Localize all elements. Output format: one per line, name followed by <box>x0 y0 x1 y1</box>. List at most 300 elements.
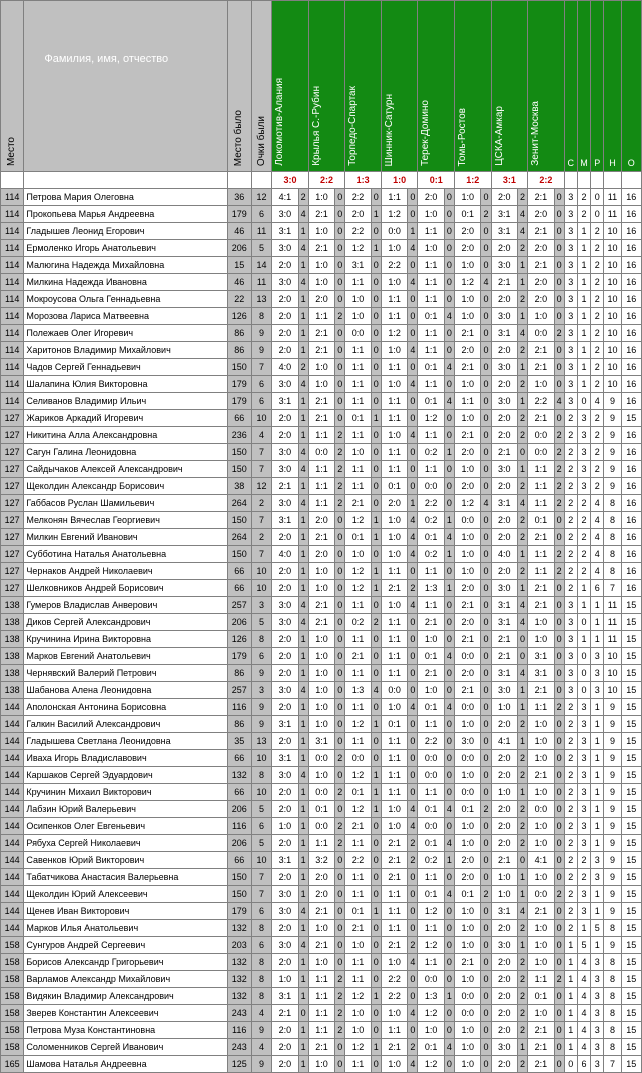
table-row <box>1 971 642 988</box>
cell-pts: 2 <box>517 954 527 971</box>
cell-stat-s: 1 <box>564 954 577 971</box>
cell-pts: 0 <box>371 886 381 903</box>
cell-forecast: 2:0 <box>272 410 298 427</box>
cell-forecast: 1:0 <box>381 529 407 546</box>
cell-place: 144 <box>1 784 24 801</box>
cell-forecast: 2:1 <box>345 920 371 937</box>
cell-pts: 0 <box>335 189 345 206</box>
cell-pts: 0 <box>408 767 418 784</box>
cell-pts: 4 <box>444 308 454 325</box>
cell-forecast: 2:0 <box>528 291 554 308</box>
cell-pts: 2 <box>517 291 527 308</box>
cell-stat-s: 1 <box>564 971 577 988</box>
cell-pts: 1 <box>298 818 308 835</box>
table-row <box>1 852 642 869</box>
cell-stat-s: 2 <box>564 835 577 852</box>
cell-forecast: 2:1 <box>528 597 554 614</box>
cell-pts: 2 <box>298 189 308 206</box>
cell-pts: 0 <box>408 308 418 325</box>
cell-place-was: 243 <box>227 1005 251 1022</box>
cell-stat-s: 2 <box>564 784 577 801</box>
cell-forecast: 1:1 <box>418 274 444 291</box>
cell-stat-m: 1 <box>577 359 590 376</box>
cell-name: Лабзин Юрий Валерьевич <box>24 801 227 818</box>
cell-points-were: 5 <box>251 614 271 631</box>
cell-stat-r: 1 <box>591 818 604 835</box>
cell-forecast: 2:1 <box>381 852 407 869</box>
cell-stat-o: 15 <box>621 767 641 784</box>
cell-stat-r: 6 <box>591 580 604 597</box>
cell-stat-r: 1 <box>591 886 604 903</box>
cell-forecast: 1:0 <box>455 903 481 920</box>
table-row <box>1 614 642 631</box>
cell-forecast: 1:0 <box>381 427 407 444</box>
cell-forecast: 1:1 <box>418 954 444 971</box>
cell-pts: 0 <box>481 410 491 427</box>
cell-place-was: 66 <box>227 784 251 801</box>
cell-name: Прокопьева Марья Андреевна <box>24 206 227 223</box>
cell-pts: 0 <box>444 291 454 308</box>
cell-pts: 0 <box>371 393 381 410</box>
cell-place: 144 <box>1 852 24 869</box>
cell-forecast: 2:1 <box>528 1056 554 1073</box>
cell-name: Мокроусова Ольга Геннадьевна <box>24 291 227 308</box>
cell-forecast: 2:0 <box>491 563 517 580</box>
cell-pts: 2 <box>335 1022 345 1039</box>
cell-pts: 0 <box>444 240 454 257</box>
cell-pts: 0 <box>335 852 345 869</box>
cell-stat-s: 2 <box>564 444 577 461</box>
cell-stat-r: 1 <box>591 937 604 954</box>
cell-pts: 0 <box>481 614 491 631</box>
cell-pts: 0 <box>444 257 454 274</box>
cell-name: Селиванов Владимир Ильич <box>24 393 227 410</box>
cell-stat-o: 16 <box>621 342 641 359</box>
cell-forecast: 2:1 <box>308 614 334 631</box>
cell-pts: 2 <box>517 529 527 546</box>
cell-stat-r: 3 <box>591 1005 604 1022</box>
cell-forecast: 2:1 <box>455 359 481 376</box>
cell-forecast: 2:0 <box>455 580 481 597</box>
cell-points-were: 9 <box>251 665 271 682</box>
cell-pts: 4 <box>444 699 454 716</box>
cell-points-were: 8 <box>251 971 271 988</box>
cell-pts: 1 <box>444 546 454 563</box>
cell-pts: 0 <box>408 206 418 223</box>
cell-stat-n: 10 <box>604 359 621 376</box>
cell-place-was: 116 <box>227 818 251 835</box>
header-row <box>1 1 642 172</box>
cell-pts: 0 <box>371 954 381 971</box>
cell-forecast: 1:0 <box>455 410 481 427</box>
cell-forecast: 1:2 <box>345 240 371 257</box>
cell-forecast: 2:0 <box>455 223 481 240</box>
cell-stat-m: 3 <box>577 733 590 750</box>
cell-stat-o: 15 <box>621 886 641 903</box>
cell-forecast: 1:0 <box>308 767 334 784</box>
cell-forecast: 1:1 <box>345 733 371 750</box>
cell-forecast: 0:0 <box>455 512 481 529</box>
cell-forecast: 1:0 <box>455 563 481 580</box>
cell-forecast: 2:0 <box>272 529 298 546</box>
cell-pts: 0 <box>554 852 564 869</box>
cell-forecast: 1:0 <box>308 631 334 648</box>
cell-forecast: 2:1 <box>528 580 554 597</box>
cell-name: Жариков Аркадий Игоревич <box>24 410 227 427</box>
cell-forecast: 1:0 <box>345 291 371 308</box>
table-row <box>1 597 642 614</box>
cell-pts: 0 <box>335 767 345 784</box>
cell-pts: 1 <box>298 988 308 1005</box>
cell-forecast: 1:1 <box>528 971 554 988</box>
cell-forecast: 1:2 <box>345 801 371 818</box>
cell-forecast: 1:0 <box>528 784 554 801</box>
cell-pts: 0 <box>444 478 454 495</box>
cell-stat-s: 3 <box>564 648 577 665</box>
cell-pts: 0 <box>408 716 418 733</box>
cell-pts: 2 <box>335 478 345 495</box>
cell-place: 158 <box>1 937 24 954</box>
cell-pts: 0 <box>408 478 418 495</box>
cell-points-were: 14 <box>251 257 271 274</box>
cell-stat-s: 2 <box>564 512 577 529</box>
cell-pts: 0 <box>554 240 564 257</box>
cell-stat-m: 3 <box>577 427 590 444</box>
cell-forecast: 2:1 <box>381 937 407 954</box>
cell-stat-n: 8 <box>604 563 621 580</box>
cell-pts: 0 <box>481 733 491 750</box>
cell-forecast: 2:2 <box>381 988 407 1005</box>
cell-forecast: 2:2 <box>418 495 444 512</box>
cell-forecast: 0:1 <box>418 801 444 818</box>
cell-pts: 0 <box>444 784 454 801</box>
cell-forecast: 2:0 <box>272 784 298 801</box>
cell-forecast: 1:1 <box>381 563 407 580</box>
cell-pts: 0 <box>481 478 491 495</box>
cell-pts: 2 <box>335 461 345 478</box>
cell-pts: 4 <box>517 614 527 631</box>
cell-stat-m: 1 <box>577 274 590 291</box>
cell-name: Шелковников Андрей Борисович <box>24 580 227 597</box>
cell-pts: 4 <box>481 495 491 512</box>
cell-forecast: 0:1 <box>418 835 444 852</box>
cell-forecast: 0:0 <box>418 971 444 988</box>
cell-pts: 0 <box>554 954 564 971</box>
cell-stat-o: 16 <box>621 274 641 291</box>
cell-place: 144 <box>1 733 24 750</box>
cell-place-was: 150 <box>227 869 251 886</box>
cell-forecast: 2:0 <box>491 410 517 427</box>
header-stat: О <box>621 1 641 172</box>
cell-place-was: 150 <box>227 359 251 376</box>
cell-pts: 1 <box>298 223 308 240</box>
cell-pts: 1 <box>298 665 308 682</box>
cell-forecast: 2:1 <box>455 631 481 648</box>
cell-place-was: 132 <box>227 767 251 784</box>
cell-place-was: 150 <box>227 546 251 563</box>
cell-points-were: 2 <box>251 495 271 512</box>
cell-forecast: 1:0 <box>308 257 334 274</box>
cell-stat-o: 16 <box>621 308 641 325</box>
cell-pts: 1 <box>298 716 308 733</box>
cell-place-was: 116 <box>227 699 251 716</box>
cell-forecast: 2:0 <box>272 342 298 359</box>
cell-pts: 1 <box>517 546 527 563</box>
cell-pts: 0 <box>554 903 564 920</box>
cell-place-was: 132 <box>227 920 251 937</box>
cell-forecast: 1:0 <box>381 376 407 393</box>
cell-pts: 4 <box>517 665 527 682</box>
cell-forecast: 3:0 <box>491 682 517 699</box>
cell-forecast: 0:0 <box>455 988 481 1005</box>
cell-pts: 1 <box>517 886 527 903</box>
cell-forecast: 1:3 <box>418 580 444 597</box>
cell-forecast: 1:1 <box>345 478 371 495</box>
cell-forecast: 0:1 <box>418 393 444 410</box>
cell-stat-o: 15 <box>621 1056 641 1073</box>
cell-stat-s: 0 <box>564 1056 577 1073</box>
cell-place-was: 257 <box>227 682 251 699</box>
cell-forecast: 1:1 <box>528 546 554 563</box>
cell-stat-r: 2 <box>591 461 604 478</box>
cell-forecast: 2:0 <box>455 444 481 461</box>
cell-forecast: 2:1 <box>381 1039 407 1056</box>
cell-forecast: 2:0 <box>491 971 517 988</box>
cell-stat-m: 3 <box>577 410 590 427</box>
cell-pts: 0 <box>444 920 454 937</box>
cell-pts: 0 <box>408 886 418 903</box>
cell-pts: 0 <box>371 852 381 869</box>
cell-stat-m: 0 <box>577 682 590 699</box>
cell-pts: 2 <box>517 410 527 427</box>
cell-forecast: 3:2 <box>308 852 334 869</box>
cell-points-were: 5 <box>251 835 271 852</box>
cell-pts: 1 <box>298 393 308 410</box>
cell-pts: 1 <box>517 274 527 291</box>
cell-forecast: 1:1 <box>381 767 407 784</box>
cell-pts: 1 <box>298 1056 308 1073</box>
cell-stat-r: 4 <box>591 393 604 410</box>
cell-pts: 0 <box>335 240 345 257</box>
cell-pts: 2 <box>554 478 564 495</box>
cell-pts: 1 <box>371 767 381 784</box>
cell-stat-m: 0 <box>577 393 590 410</box>
cell-pts: 0 <box>371 274 381 291</box>
cell-forecast: 3:1 <box>272 223 298 240</box>
cell-place: 158 <box>1 1039 24 1056</box>
cell-forecast: 0:0 <box>528 444 554 461</box>
cell-pts: 0 <box>444 1022 454 1039</box>
cell-place-was: 179 <box>227 648 251 665</box>
cell-points-were: 6 <box>251 206 271 223</box>
cell-stat-o: 15 <box>621 784 641 801</box>
cell-name: Соломенников Сергей Иванович <box>24 1039 227 1056</box>
cell-place-was: 116 <box>227 1022 251 1039</box>
cell-name: Милкин Евгений Иванович <box>24 529 227 546</box>
cell-pts: 2 <box>335 784 345 801</box>
cell-pts: 0 <box>554 274 564 291</box>
cell-place: 144 <box>1 750 24 767</box>
table-row <box>1 223 642 240</box>
cell-place-was: 66 <box>227 580 251 597</box>
cell-pts: 1 <box>444 852 454 869</box>
table-row <box>1 580 642 597</box>
cell-pts: 0 <box>371 835 381 852</box>
cell-forecast: 0:0 <box>308 818 334 835</box>
cell-pts: 1 <box>444 512 454 529</box>
cell-name: Субботина Наталья Анатольевна <box>24 546 227 563</box>
cell-stat-s: 3 <box>564 291 577 308</box>
cell-stat-n: 8 <box>604 971 621 988</box>
cell-stat-o: 16 <box>621 240 641 257</box>
cell-forecast: 1:1 <box>345 427 371 444</box>
cell-forecast: 3:0 <box>491 580 517 597</box>
cell-stat-o: 15 <box>621 631 641 648</box>
cell-stat-m: 2 <box>577 495 590 512</box>
cell-forecast: 3:0 <box>272 495 298 512</box>
cell-stat-m: 2 <box>577 529 590 546</box>
cell-forecast: 1:1 <box>418 597 444 614</box>
cell-forecast: 2:2 <box>345 852 371 869</box>
cell-pts: 0 <box>481 1022 491 1039</box>
cell-pts: 0 <box>371 478 381 495</box>
table-row <box>1 410 642 427</box>
cell-forecast: 4:1 <box>272 189 298 206</box>
cell-forecast: 1:1 <box>381 750 407 767</box>
cell-forecast: 2:0 <box>381 495 407 512</box>
cell-stat-r: 2 <box>591 257 604 274</box>
cell-name: Рябуха Сергей Николаевич <box>24 835 227 852</box>
cell-stat-n: 9 <box>604 393 621 410</box>
cell-place-was: 66 <box>227 410 251 427</box>
cell-stat-m: 1 <box>577 631 590 648</box>
cell-place-was: 206 <box>227 240 251 257</box>
cell-points-were: 2 <box>251 529 271 546</box>
cell-pts: 0 <box>444 869 454 886</box>
cell-forecast: 0:0 <box>528 801 554 818</box>
cell-forecast: 0:1 <box>418 648 444 665</box>
header-match: Зенит-Москва <box>530 101 542 166</box>
cell-forecast: 3:1 <box>272 393 298 410</box>
cell-place: 144 <box>1 699 24 716</box>
cell-forecast: 1:2 <box>345 563 371 580</box>
cell-forecast: 1:1 <box>345 274 371 291</box>
cell-forecast: 3:0 <box>272 444 298 461</box>
cell-stat-o: 15 <box>621 614 641 631</box>
cell-forecast: 3:0 <box>491 257 517 274</box>
cell-stat-n: 10 <box>604 257 621 274</box>
cell-pts: 0 <box>335 563 345 580</box>
cell-stat-r: 3 <box>591 971 604 988</box>
cell-pts: 0 <box>444 767 454 784</box>
cell-stat-r: 2 <box>591 308 604 325</box>
cell-pts: 0 <box>371 189 381 206</box>
header-stat: Р <box>591 1 604 172</box>
cell-pts: 0 <box>444 274 454 291</box>
cell-stat-m: 4 <box>577 1039 590 1056</box>
cell-forecast: 1:1 <box>308 1022 334 1039</box>
cell-forecast: 2:1 <box>528 342 554 359</box>
table-row <box>1 801 642 818</box>
cell-forecast: 2:0 <box>491 1005 517 1022</box>
cell-pts: 0 <box>371 648 381 665</box>
cell-forecast: 1:1 <box>381 308 407 325</box>
cell-pts: 1 <box>444 580 454 597</box>
cell-stat-o: 15 <box>621 988 641 1005</box>
cell-pts: 0 <box>335 580 345 597</box>
match-result: 3:0 <box>272 172 309 189</box>
cell-forecast: 1:1 <box>418 376 444 393</box>
cell-place: 138 <box>1 614 24 631</box>
cell-forecast: 1:0 <box>528 869 554 886</box>
cell-forecast: 1:0 <box>528 1005 554 1022</box>
cell-pts: 4 <box>444 1039 454 1056</box>
cell-forecast: 2:1 <box>308 393 334 410</box>
cell-forecast: 1:1 <box>418 784 444 801</box>
cell-pts: 4 <box>298 461 308 478</box>
table-row <box>1 189 642 206</box>
cell-stat-r: 1 <box>591 784 604 801</box>
cell-place-was: 236 <box>227 427 251 444</box>
table-row <box>1 1039 642 1056</box>
cell-pts: 1 <box>298 512 308 529</box>
cell-pts: 0 <box>481 563 491 580</box>
cell-pts: 1 <box>298 852 308 869</box>
cell-forecast: 1:0 <box>308 274 334 291</box>
cell-forecast: 3:1 <box>345 257 371 274</box>
cell-pts: 1 <box>298 580 308 597</box>
cell-forecast: 2:1 <box>528 529 554 546</box>
cell-stat-n: 9 <box>604 444 621 461</box>
cell-forecast: 1:0 <box>528 750 554 767</box>
cell-pts: 0 <box>554 716 564 733</box>
cell-stat-m: 3 <box>577 478 590 495</box>
cell-pts: 1 <box>371 580 381 597</box>
cell-stat-m: 3 <box>577 835 590 852</box>
cell-pts: 0 <box>444 427 454 444</box>
cell-stat-o: 15 <box>621 733 641 750</box>
cell-pts: 2 <box>335 444 345 461</box>
cell-forecast: 0:2 <box>345 614 371 631</box>
cell-forecast: 0:1 <box>308 801 334 818</box>
cell-pts: 0 <box>335 903 345 920</box>
cell-stat-r: 2 <box>591 274 604 291</box>
cell-forecast: 2:0 <box>491 529 517 546</box>
cell-forecast: 1:1 <box>528 461 554 478</box>
cell-pts: 0 <box>554 206 564 223</box>
cell-pts: 1 <box>517 359 527 376</box>
cell-forecast: 3:0 <box>272 461 298 478</box>
cell-forecast: 1:1 <box>528 495 554 512</box>
header-match: Терек-Домино <box>420 100 432 166</box>
cell-forecast: 2:0 <box>455 240 481 257</box>
cell-stat-o: 15 <box>621 903 641 920</box>
cell-pts: 2 <box>335 971 345 988</box>
cell-pts: 4 <box>408 818 418 835</box>
cell-stat-n: 8 <box>604 546 621 563</box>
cell-pts: 0 <box>408 665 418 682</box>
cell-forecast: 3:0 <box>272 937 298 954</box>
cell-pts: 1 <box>298 427 308 444</box>
cell-forecast: 1:1 <box>381 920 407 937</box>
cell-stat-m: 4 <box>577 971 590 988</box>
table-row <box>1 257 642 274</box>
cell-forecast: 2:1 <box>308 1039 334 1056</box>
cell-forecast: 1:0 <box>455 1056 481 1073</box>
cell-stat-m: 5 <box>577 937 590 954</box>
cell-place-was: 38 <box>227 478 251 495</box>
cell-forecast: 2:1 <box>528 223 554 240</box>
